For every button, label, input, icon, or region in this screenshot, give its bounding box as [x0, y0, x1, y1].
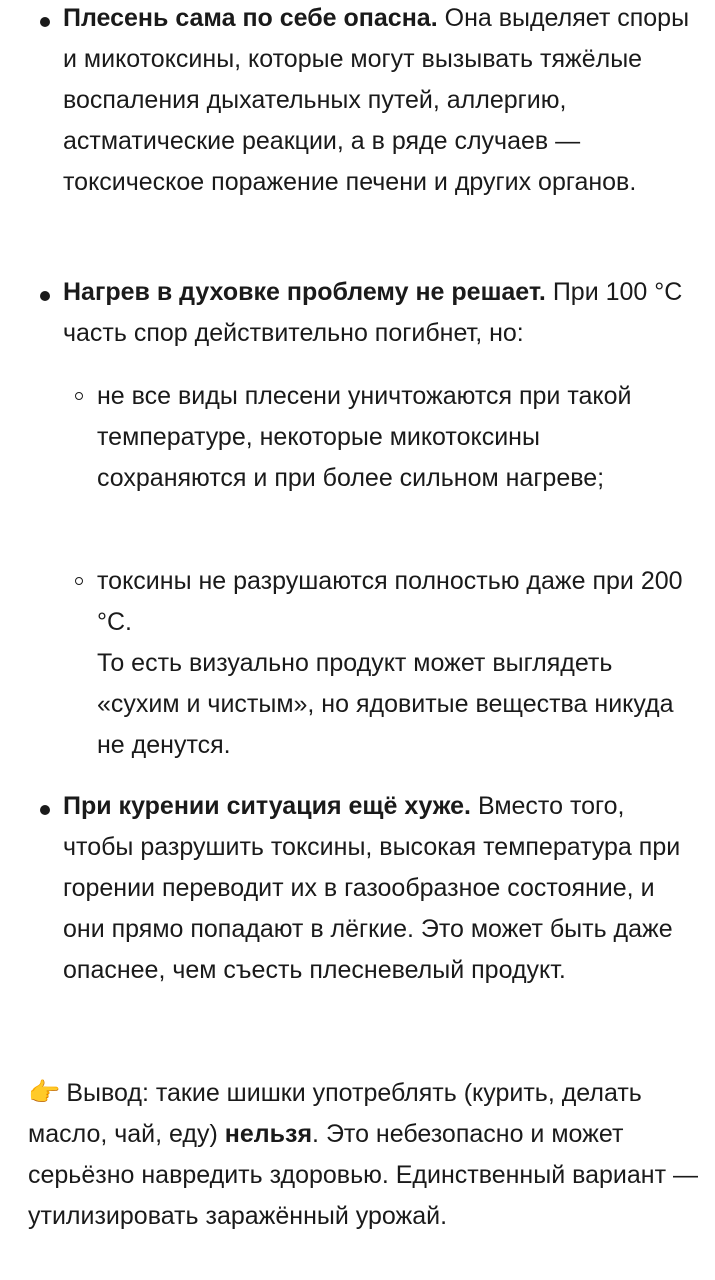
bullet-dot: [40, 805, 50, 815]
sub-item-text: не все виды плесени уничтожаются при такой температуре, некоторые микотоксины сохраняются и при более сильном нагреве;: [97, 382, 632, 492]
sub-item-species: [63, 376, 693, 499]
conclusion-text-before: Вывод: такие шишки употреблять (курить, делать масло, чай, еду): [28, 1079, 642, 1148]
sub-item-text: токсины не разрушаются полностью даже при 200 °C.: [97, 567, 683, 636]
bullet-item-mold-danger: [0, 0, 715, 203]
bullet-item-smoking: [0, 786, 715, 991]
bullet-heading: Плесень сама по себе опасна.: [63, 4, 438, 32]
bullet-text: Она выделяет споры и микотоксины, которые могут вызывать тяжёлые воспаления дыхательных путей, аллергию, астматические реакции, а в ряде случаев — токсическое поражение печени и других органов.: [63, 4, 690, 196]
conclusion-text-after: . Это небезопасно и может серьёзно навредить здоровью. Единственный вариант — утилизировать заражённый урожай.: [28, 1120, 698, 1230]
conclusion-paragraph: [28, 1073, 698, 1237]
bullet-heading: При курении ситуация ещё хуже.: [63, 792, 471, 820]
bullet-heading: Нагрев в духовке проблему не решает.: [63, 278, 546, 306]
conclusion-bold: нельзя: [224, 1120, 313, 1148]
sub-bullet-circle: [75, 392, 83, 400]
bullet-dot: [40, 17, 50, 27]
sub-item-toxins: [63, 561, 693, 766]
bullet-dot: [40, 291, 50, 301]
bullet-text: При 100 °C часть спор действительно погибнет, но:: [63, 278, 683, 347]
bullet-item-oven-heating: [0, 272, 715, 354]
pointing-hand-icon: 👉: [28, 1078, 61, 1108]
sub-bullet-circle: [75, 577, 83, 585]
sub-item-continuation: То есть визуально продукт может выглядеть «сухим и чистым», но ядовитые вещества никуда не денутся.: [97, 649, 674, 759]
bullet-text: Вместо того, чтобы разрушить токсины, высокая температура при горении переводит их в газообразное состояние, и они прямо попадают в лёгкие. Это может быть даже опаснее, чем съесть плесневелый продукт.: [63, 792, 681, 984]
